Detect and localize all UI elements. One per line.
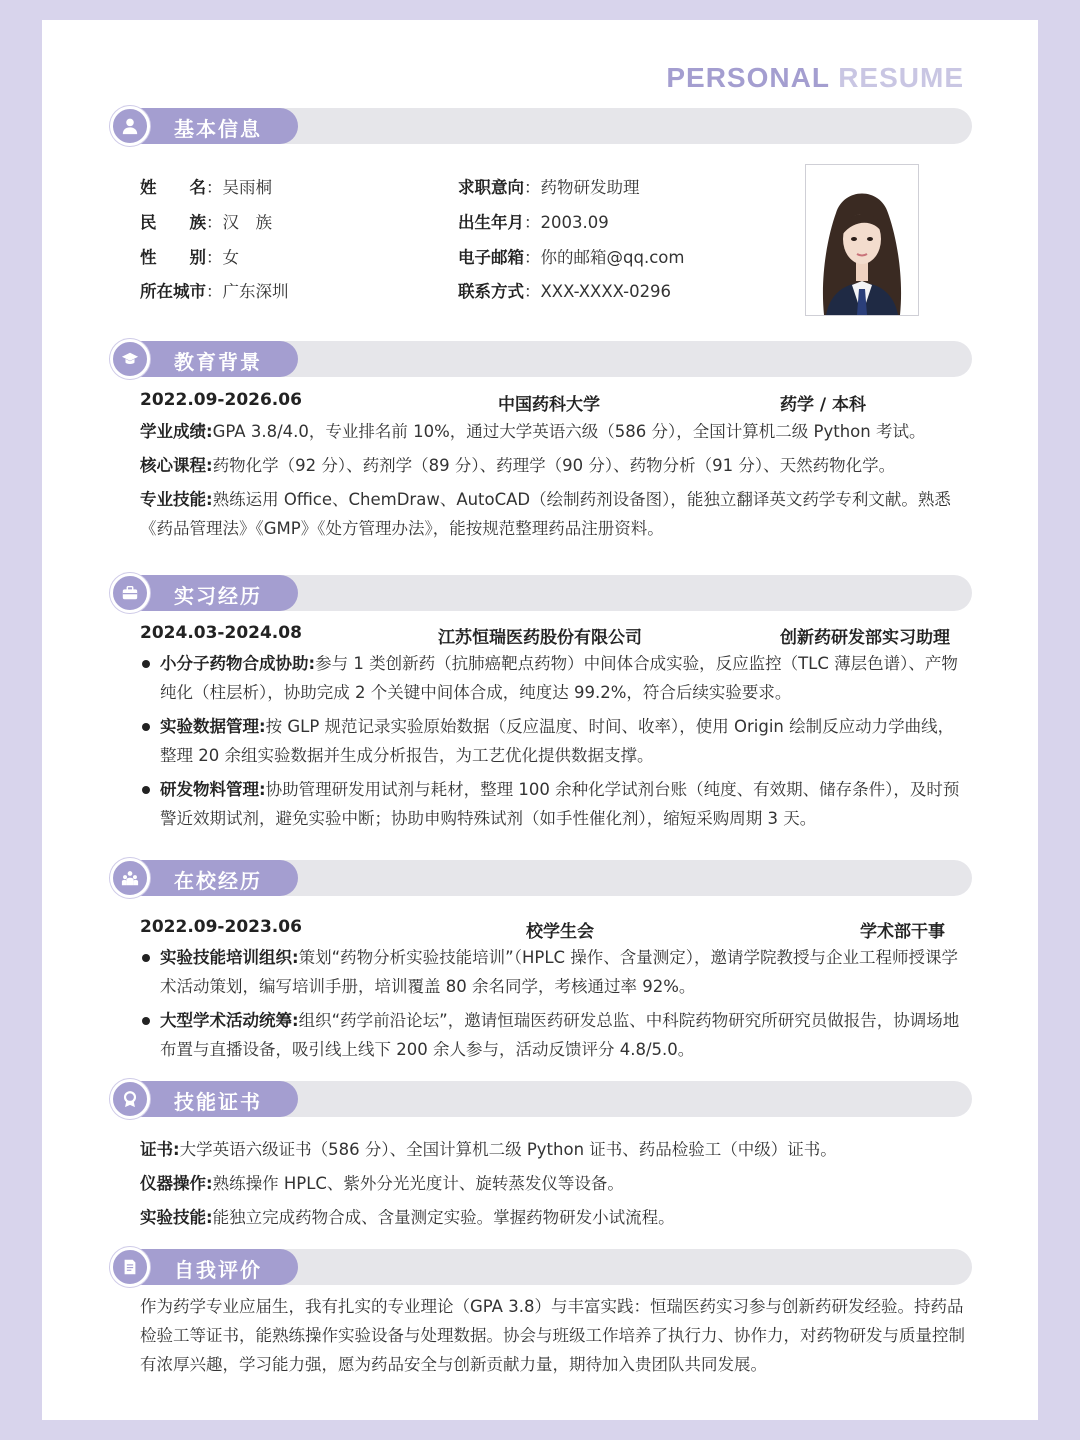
education-period: 2022.09-2026.06 [140, 390, 302, 410]
section-title-internship: 实习经历 [174, 584, 262, 608]
section-title-basic: 基本信息 [174, 117, 262, 141]
campus-item: 实验技能培训组织:策划“药物分析实验技能培训”（HPLC 操作、含量测定），邀请学院教授与企业工程师授课学术活动策划，编写培训手册，培训覆盖 80 余名同学，考核通过率 92%。 [140, 943, 966, 1001]
internship-role: 创新药研发部实习助理 [780, 628, 950, 648]
info-city: 所在城市：广东深圳 [140, 282, 289, 301]
briefcase-icon [110, 573, 150, 613]
education-school: 中国药科大学 [498, 395, 600, 415]
skills-instruments: 仪器操作:熟练操作 HPLC、紫外分光光度计、旋转蒸发仪等设备。 [140, 1174, 624, 1193]
internship-item: 研发物料管理:协助管理研发用试剂与耗材，整理 100 余种化学试剂台账（纯度、有效期、储存条件），及时预警近效期试剂，避免实验中断；协助申购特殊试剂（如手性催化剂），缩短采购周期 3 天。 [140, 775, 966, 833]
internship-company: 江苏恒瑞医药股份有限公司 [438, 628, 642, 648]
internship-period: 2024.03-2024.08 [140, 623, 302, 643]
section-header-education [110, 339, 972, 379]
section-title-campus: 在校经历 [174, 869, 262, 893]
section-title-self-eval: 自我评价 [174, 1258, 262, 1282]
info-birth: 出生年月：2003.09 [458, 213, 609, 232]
section-title-skills: 技能证书 [174, 1090, 262, 1114]
self-evaluation-text: 作为药学专业应届生，我有扎实的专业理论（GPA 3.8）与丰富实践：恒瑞医药实习参与创新药研发经验。持药品检验工等证书，能熟练操作实验设备与处理数据。协会与班级工作培养了执行力、协作力，对药物研发与质量控制有浓厚兴趣，学习能力强，愿为药品安全与创新贡献力量，期待加入贵团队共同发展。 [140, 1297, 965, 1374]
campus-role: 学术部干事 [860, 922, 945, 942]
education-major: 药学 / 本科 [780, 395, 867, 415]
info-ethnic: 民 族：汉 族 [140, 213, 272, 232]
section-header-basic-info [110, 106, 972, 146]
section-header-self-eval [110, 1247, 972, 1287]
section-header-campus [110, 858, 972, 898]
education-courses: 核心课程:药物化学（92 分）、药剂学（89 分）、药理学（90 分）、药物分析（91 分）、天然药物化学。 [140, 456, 896, 475]
award-icon [110, 1079, 150, 1119]
graduation-cap-icon [110, 339, 150, 379]
info-intent: 求职意向：药物研发助理 [458, 178, 640, 197]
document-icon [110, 1247, 150, 1287]
resume-page [42, 20, 1038, 1420]
info-gender: 性 别：女 [140, 248, 239, 267]
education-skills: 专业技能:熟练运用 Office、ChemDraw、AutoCAD（绘制药剂设备图），能独立翻译英文药学专利文献。熟悉《药品管理法》《GMP》《处方管理办法》，能按规范整理药品注册资料。 [140, 490, 951, 538]
education-grades: 学业成绩:GPA 3.8/4.0，专业排名前 10%，通过大学英语六级（586 分），全国计算机二级 Python 考试。 [140, 422, 926, 441]
profile-photo [805, 164, 919, 316]
skills-lab: 实验技能:能独立完成药物合成、含量测定实验。掌握药物研发小试流程。 [140, 1208, 675, 1227]
campus-period: 2022.09-2023.06 [140, 917, 302, 937]
campus-org: 校学生会 [526, 922, 594, 942]
title-personal: PERSONAL [666, 62, 830, 93]
info-name: 姓 名：吴雨桐 [140, 178, 272, 197]
info-phone: 联系方式：XXX-XXXX-0296 [458, 282, 672, 301]
section-title-education: 教育背景 [174, 350, 262, 374]
campus-item: 大型学术活动统筹:组织“药学前沿论坛”，邀请恒瑞医药研发总监、中科院药物研究所研究员做报告，协调场地布置与直播设备，吸引线上线下 200 余人参与，活动反馈评分 4.8/5.0。 [140, 1006, 966, 1064]
section-header-skills [110, 1079, 972, 1119]
resume-title [666, 62, 964, 94]
section-header-internship [110, 573, 972, 613]
user-icon [110, 106, 150, 146]
internship-item: 实验数据管理:按 GLP 规范记录实验原始数据（反应温度、时间、收率），使用 Origin 绘制反应动力学曲线，整理 20 余组实验数据并生成分析报告，为工艺优化提供数据支撑。 [140, 712, 966, 770]
skills-certificates: 证书:大学英语六级证书（586 分）、全国计算机二级 Python 证书、药品检验工（中级）证书。 [140, 1140, 837, 1159]
people-icon [110, 858, 150, 898]
internship-item: 小分子药物合成协助:参与 1 类创新药（抗肺癌靶点药物）中间体合成实验，反应监控（TLC 薄层色谱）、产物纯化（柱层析），协助完成 2 个关键中间体合成，纯度达 99.2%，符合后续实验要求。 [140, 649, 966, 707]
info-email: 电子邮箱：你的邮箱@qq.com [458, 248, 685, 267]
title-resume: RESUME [838, 62, 964, 93]
